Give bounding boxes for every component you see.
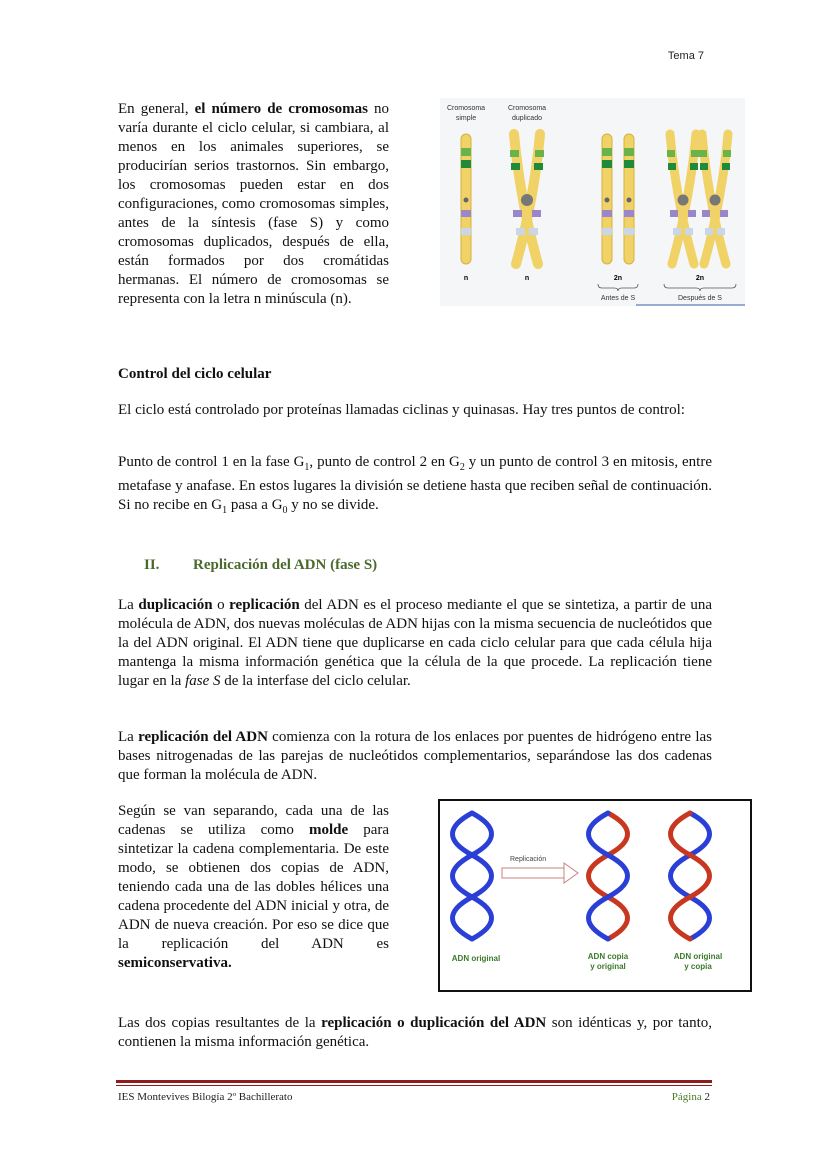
rep4-a: Las dos copias resultantes de la: [118, 1015, 322, 1031]
label-duplicado-2: duplicado: [512, 115, 542, 122]
duplicated-chromosome: [510, 134, 544, 264]
rep4-c: son idénticas y, por tanto, contienen la misma información genética.: [118, 1015, 712, 1050]
rep3-c: para sintetizar la cadena complementaria. De este modo, se obtienen dos copias de ADN, teniendo cada una de las dobles hélices una cadena procedente del ADN inicial y otra, de ADN de nueva creación. Por eso se dice que la replicación del ADN es: [118, 822, 389, 952]
rep1-d: del ADN es el proceso mediante el que se sintetiza, a partir de una molécula de ADN, dos nuevas moléculas de ADN hijas con la misma secuencia de nucleótidos que la del ADN original. El ADN tiene que duplicarse en cada ciclo celular para que cada célula hija mantenga la misma información genética que la célula de la que procede. La replicación tiene lugar en la: [118, 597, 713, 689]
arrow-label: Replicación: [510, 856, 547, 863]
footer-page-number: 2: [704, 1091, 710, 1103]
replication-paragraph-3: [118, 802, 389, 973]
rep3-a: Según se van separando, cada una de las cadenas se utiliza como: [118, 803, 389, 838]
rep1-a: La: [118, 597, 139, 613]
label-antes: Antes de S: [600, 295, 636, 302]
chromosome-illustration: [440, 98, 745, 306]
control-p2-sub2: 2: [459, 462, 465, 473]
rep2-bold: replicación del ADN: [138, 729, 268, 745]
label-adn-original-copia: ADN original: [673, 952, 723, 961]
rep2-a: La: [118, 729, 139, 745]
dna-illustration: [440, 801, 750, 990]
label-n1: n: [463, 275, 469, 282]
intro-paragraph: [118, 100, 389, 309]
rep1-bold-duplicacion: duplicación: [138, 597, 213, 613]
control-p2-b: , punto de control 2 en G: [309, 454, 460, 470]
replication-arrow: [502, 856, 578, 883]
control-p2-c: y un punto de control 3 en mitosis, entre metafase y anafase. En estos lugares la división se detiene hasta que reciben señal de continuación. Si no recibe en G: [118, 454, 713, 513]
label-adn-copia-2: y original: [590, 962, 626, 971]
control-paragraph-1: El ciclo está controlado por proteínas llamadas ciclinas y quinasas. Hay tres puntos de control:: [118, 402, 685, 418]
chromosome-figure: [440, 98, 745, 306]
replication-paragraph-2: [118, 728, 712, 785]
control-p2-sub4: 0: [282, 505, 288, 516]
control-p2-sub3: 1: [222, 505, 228, 516]
control-p2-e: y no se divide.: [287, 497, 379, 513]
control-p2-d: pasa a G: [227, 497, 283, 513]
intro-bold: el número de cromosomas: [194, 101, 368, 117]
label-simple-2: simple: [455, 115, 477, 122]
dna-replication-figure: [438, 799, 752, 992]
control-p2-a: Punto de control 1 en la fase G: [118, 454, 305, 470]
rep3-bold-semiconservativa: semiconservativa.: [118, 955, 232, 971]
control-paragraph-2: [118, 453, 712, 520]
label-2n-2: 2n: [695, 275, 705, 282]
footer-page: [672, 1091, 710, 1103]
rep4-bold: replicación o duplicación del ADN: [321, 1015, 547, 1031]
label-adn-original-copia-2: y copia: [684, 962, 712, 971]
label-adn-copia: ADN copia: [587, 952, 629, 961]
control-title: Control del ciclo celular: [118, 366, 272, 382]
rep1-c: o: [212, 597, 230, 613]
label-despues: Después de S: [678, 295, 722, 302]
intro-text-pre: En general,: [118, 101, 195, 117]
intro-text-post: no varía durante el ciclo celular, si cambiara, al menos en los animales superiores, se producirían serios trastornos. Sin embargo, los cromosomas pueden estar en dos configuraciones, como cromosomas simples, antes de la síntesis (fase S) y como cromosomas duplicados, después de ella, están formados por dos cromátidas hermanas. El número de cromosomas se representa con la letra n minúscula (n).: [118, 101, 389, 307]
footer-school: IES Montevives Bilogía 2º Bachillerato: [118, 1091, 293, 1103]
rep3-bold-molde: molde: [308, 822, 349, 838]
brace-despues: [664, 284, 736, 291]
simple-pair-2n: [602, 134, 634, 264]
label-2n-1: 2n: [613, 275, 623, 282]
footer-pagina-label: Página: [671, 1091, 702, 1103]
replication-paragraph-4: [118, 1014, 712, 1052]
label-n2: n: [524, 275, 530, 282]
footer-rule-thick: [116, 1080, 712, 1083]
dna-copy-helix-1: [589, 813, 628, 939]
section-number: II.: [144, 557, 160, 573]
rep1-bold-replicacion: replicación: [229, 597, 300, 613]
label-duplicado: Cromosoma: [507, 105, 547, 112]
dna-original-helix: [453, 813, 492, 939]
simple-chromosome: [461, 134, 471, 264]
label-adn-original: ADN original: [451, 954, 501, 963]
rep2-c: comienza con la rotura de los enlaces por puentes de hidrógeno entre las bases nitrogenadas de las parejas de nucleótidos complementarios, separándose las dos cadenas que forman la molécula de ADN.: [118, 729, 712, 783]
duplicated-pair-2n: [667, 134, 731, 264]
rep1-e: de la interfase del ciclo celular.: [220, 673, 411, 689]
control-p2-sub1: 1: [304, 462, 310, 473]
footer-rule-thin: [116, 1085, 712, 1086]
replication-paragraph-1: [118, 596, 712, 691]
section-title: Replicación del ADN (fase S): [193, 557, 378, 573]
rep1-italic-fase: fase S: [185, 673, 221, 689]
page-header-tema: Tema 7: [667, 50, 704, 62]
brace-antes: [598, 284, 638, 291]
label-simple: Cromosoma: [446, 105, 486, 112]
dna-copy-helix-2: [671, 813, 710, 939]
